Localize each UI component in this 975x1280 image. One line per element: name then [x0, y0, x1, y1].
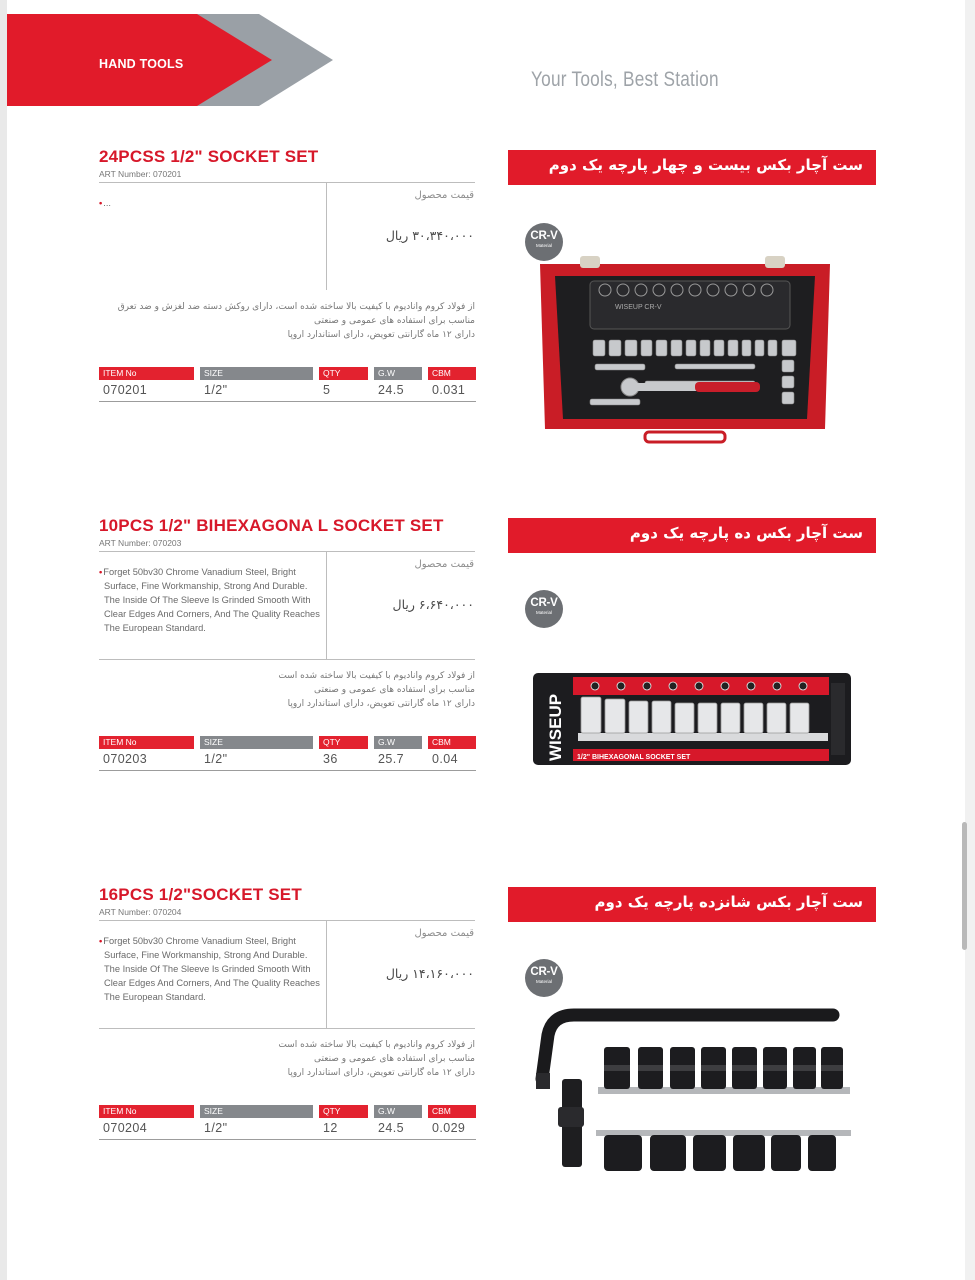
divider: [99, 1139, 476, 1140]
header-item-no: ITEM No: [99, 1105, 194, 1118]
image-brand: WISEUP: [546, 693, 565, 761]
persian-line: مناسب برای استفاده های عمومی و صنعتی: [314, 316, 475, 326]
item-no-value: 070204: [103, 1121, 148, 1135]
spec-header-row: [99, 1105, 476, 1118]
persian-title-bar: [508, 150, 876, 185]
spec-table: [99, 1105, 476, 1136]
qty-value: 5: [323, 383, 331, 397]
persian-line: دارای ۱۲ ماه گارانتی تعویض، دارای استاندارد اروپا: [287, 330, 475, 340]
persian-title-bar: [508, 887, 876, 922]
header-cbm: CBM: [428, 736, 476, 749]
header-qty: QTY: [319, 736, 368, 749]
product-description: •Forget 50bv30 Chrome Vanadium Steel, Bright Surface, Fine Workmanship, Strong And Durable. The Inside Of The Sleeve Is Grinded Smooth With Clear Edges And Corners, And The Quality Reaches The European Standard.: [99, 936, 320, 1002]
divider: [326, 551, 327, 659]
price-value: ۳۰،۳۴۰،۰۰۰ ریال: [385, 228, 474, 243]
divider: [99, 551, 475, 552]
divider: [99, 920, 475, 921]
size-value: 1/2": [204, 752, 228, 766]
header-gw: G.W: [374, 736, 422, 749]
item-no-value: 070201: [103, 383, 148, 397]
persian-title: ست آچار بکس ده پارچه یک دوم: [629, 524, 863, 542]
spec-value-row: [99, 749, 476, 767]
cbm-value: 0.031: [432, 383, 466, 397]
socket-rail-image: [533, 673, 853, 765]
price-label: قیمت محصول: [414, 928, 474, 939]
spec-header-row: [99, 367, 476, 380]
divider: [99, 401, 476, 402]
image-caption: 1/2" BIHEXAGONAL SOCKET SET: [577, 754, 691, 761]
tagline: Your Tools, Best Station: [531, 68, 719, 91]
art-number: ART Number: 070203: [99, 538, 182, 548]
badge-sub: Material: [535, 610, 552, 615]
product-block: [0, 516, 975, 856]
product-block: [0, 147, 975, 487]
header-qty: QTY: [319, 367, 368, 380]
product-title: 24PCSS 1/2" SOCKET SET: [99, 147, 319, 166]
header-size: SIZE: [200, 1105, 313, 1118]
product-title: 10PCS 1/2" BIHEXAGONA L SOCKET SET: [99, 516, 444, 535]
item-no-value: 070203: [103, 752, 148, 766]
product-description: •Forget 50bv30 Chrome Vanadium Steel, Bright Surface, Fine Workmanship, Strong And Durable. The Inside Of The Sleeve Is Grinded Smooth With Clear Edges And Corners, And The Quality Reaches The European Standard.: [99, 567, 320, 633]
persian-line: مناسب برای استفاده های عمومی و صنعتی: [314, 685, 475, 695]
impact-socket-set-image: [528, 1007, 853, 1175]
crv-material-badge: [525, 959, 563, 997]
persian-line: از فولاد کروم وانادیوم با کیفیت بالا ساخته شده است: [278, 1040, 475, 1050]
art-number: ART Number: 070204: [99, 907, 182, 917]
price-value: ۱۴،۱۶۰،۰۰۰ ریال: [385, 966, 474, 981]
art-number: ART Number: 070201: [99, 169, 182, 179]
qty-value: 36: [323, 752, 338, 766]
header-gw: G.W: [374, 1105, 422, 1118]
divider: [99, 770, 476, 771]
price-value: ۶،۶۴۰،۰۰۰ ریال: [392, 597, 474, 612]
cbm-value: 0.04: [432, 752, 458, 766]
crv-material-badge: [525, 590, 563, 628]
header-cbm: CBM: [428, 367, 476, 380]
persian-line: مناسب برای استفاده های عمومی و صنعتی: [314, 1054, 475, 1064]
badge-sub: Material: [535, 979, 552, 984]
header-item-no: ITEM No: [99, 736, 194, 749]
header-gw: G.W: [374, 367, 422, 380]
persian-title: ست آچار بکس بیست و چهار پارچه یک دوم: [548, 156, 863, 174]
persian-line: دارای ۱۲ ماه گارانتی تعویض، دارای استاندارد اروپا: [287, 699, 475, 709]
spec-value-row: [99, 1118, 476, 1136]
cbm-value: 0.029: [432, 1121, 466, 1135]
description-text: Forget 50bv30 Chrome Vanadium Steel, Bright Surface, Fine Workmanship, Strong And Durable. The Inside Of The Sleeve Is Grinded Smooth With Clear Edges And Corners, And The Quality Reaches The European Standard.: [103, 567, 320, 633]
persian-description: [99, 669, 475, 711]
svg-text:WISEUP CR-V: WISEUP CR-V: [615, 304, 662, 311]
qty-value: 12: [323, 1121, 338, 1135]
badge-sub: Material: [535, 243, 552, 248]
description-text: Forget 50bv30 Chrome Vanadium Steel, Bright Surface, Fine Workmanship, Strong And Durable. The Inside Of The Sleeve Is Grinded Smooth With Clear Edges And Corners, And The Quality Reaches The European Standard.: [103, 936, 320, 1002]
spec-table: [99, 736, 476, 767]
socket-case-image: [535, 254, 835, 444]
product-title: 16PCS 1/2"SOCKET SET: [99, 885, 302, 904]
section-label: HAND TOOLS: [99, 57, 184, 71]
gw-value: 24.5: [378, 383, 404, 397]
spec-header-row: [99, 736, 476, 749]
badge-main: CR-V: [530, 230, 558, 242]
divider: [326, 182, 327, 290]
spec-table: [99, 367, 476, 398]
divider: [99, 1028, 475, 1029]
persian-title-bar: [508, 518, 876, 553]
badge-main: CR-V: [530, 597, 558, 609]
header-size: SIZE: [200, 736, 313, 749]
gw-value: 24.5: [378, 1121, 404, 1135]
divider: [326, 920, 327, 1028]
description-text: ...: [103, 198, 112, 208]
price-label: قیمت محصول: [414, 190, 474, 201]
size-value: 1/2": [204, 1121, 228, 1135]
header-item-no: ITEM No: [99, 367, 194, 380]
product-block: [0, 885, 975, 1225]
size-value: 1/2": [204, 383, 228, 397]
persian-description: [99, 1038, 475, 1080]
gw-value: 25.7: [378, 752, 404, 766]
spec-value-row: [99, 380, 476, 398]
section-banner: [7, 14, 337, 106]
persian-line: دارای ۱۲ ماه گارانتی تعویض، دارای استاندارد اروپا: [287, 1068, 475, 1078]
persian-title: ست آچار بکس شانزده پارچه یک دوم: [594, 893, 863, 911]
persian-line: از فولاد کروم وانادیوم با کیفیت بالا ساخته شده است: [278, 671, 475, 681]
persian-line: از فولاد کروم وانادیوم با کیفیت بالا ساخته شده است، دارای روکش دسته ضد لغزش و ضد تعرق: [117, 302, 475, 312]
persian-description: [99, 300, 475, 342]
divider: [99, 659, 475, 660]
product-description: •...: [99, 198, 112, 208]
badge-main: CR-V: [530, 966, 558, 978]
header-size: SIZE: [200, 367, 313, 380]
divider: [99, 182, 475, 183]
header-cbm: CBM: [428, 1105, 476, 1118]
price-label: قیمت محصول: [414, 559, 474, 570]
header-qty: QTY: [319, 1105, 368, 1118]
